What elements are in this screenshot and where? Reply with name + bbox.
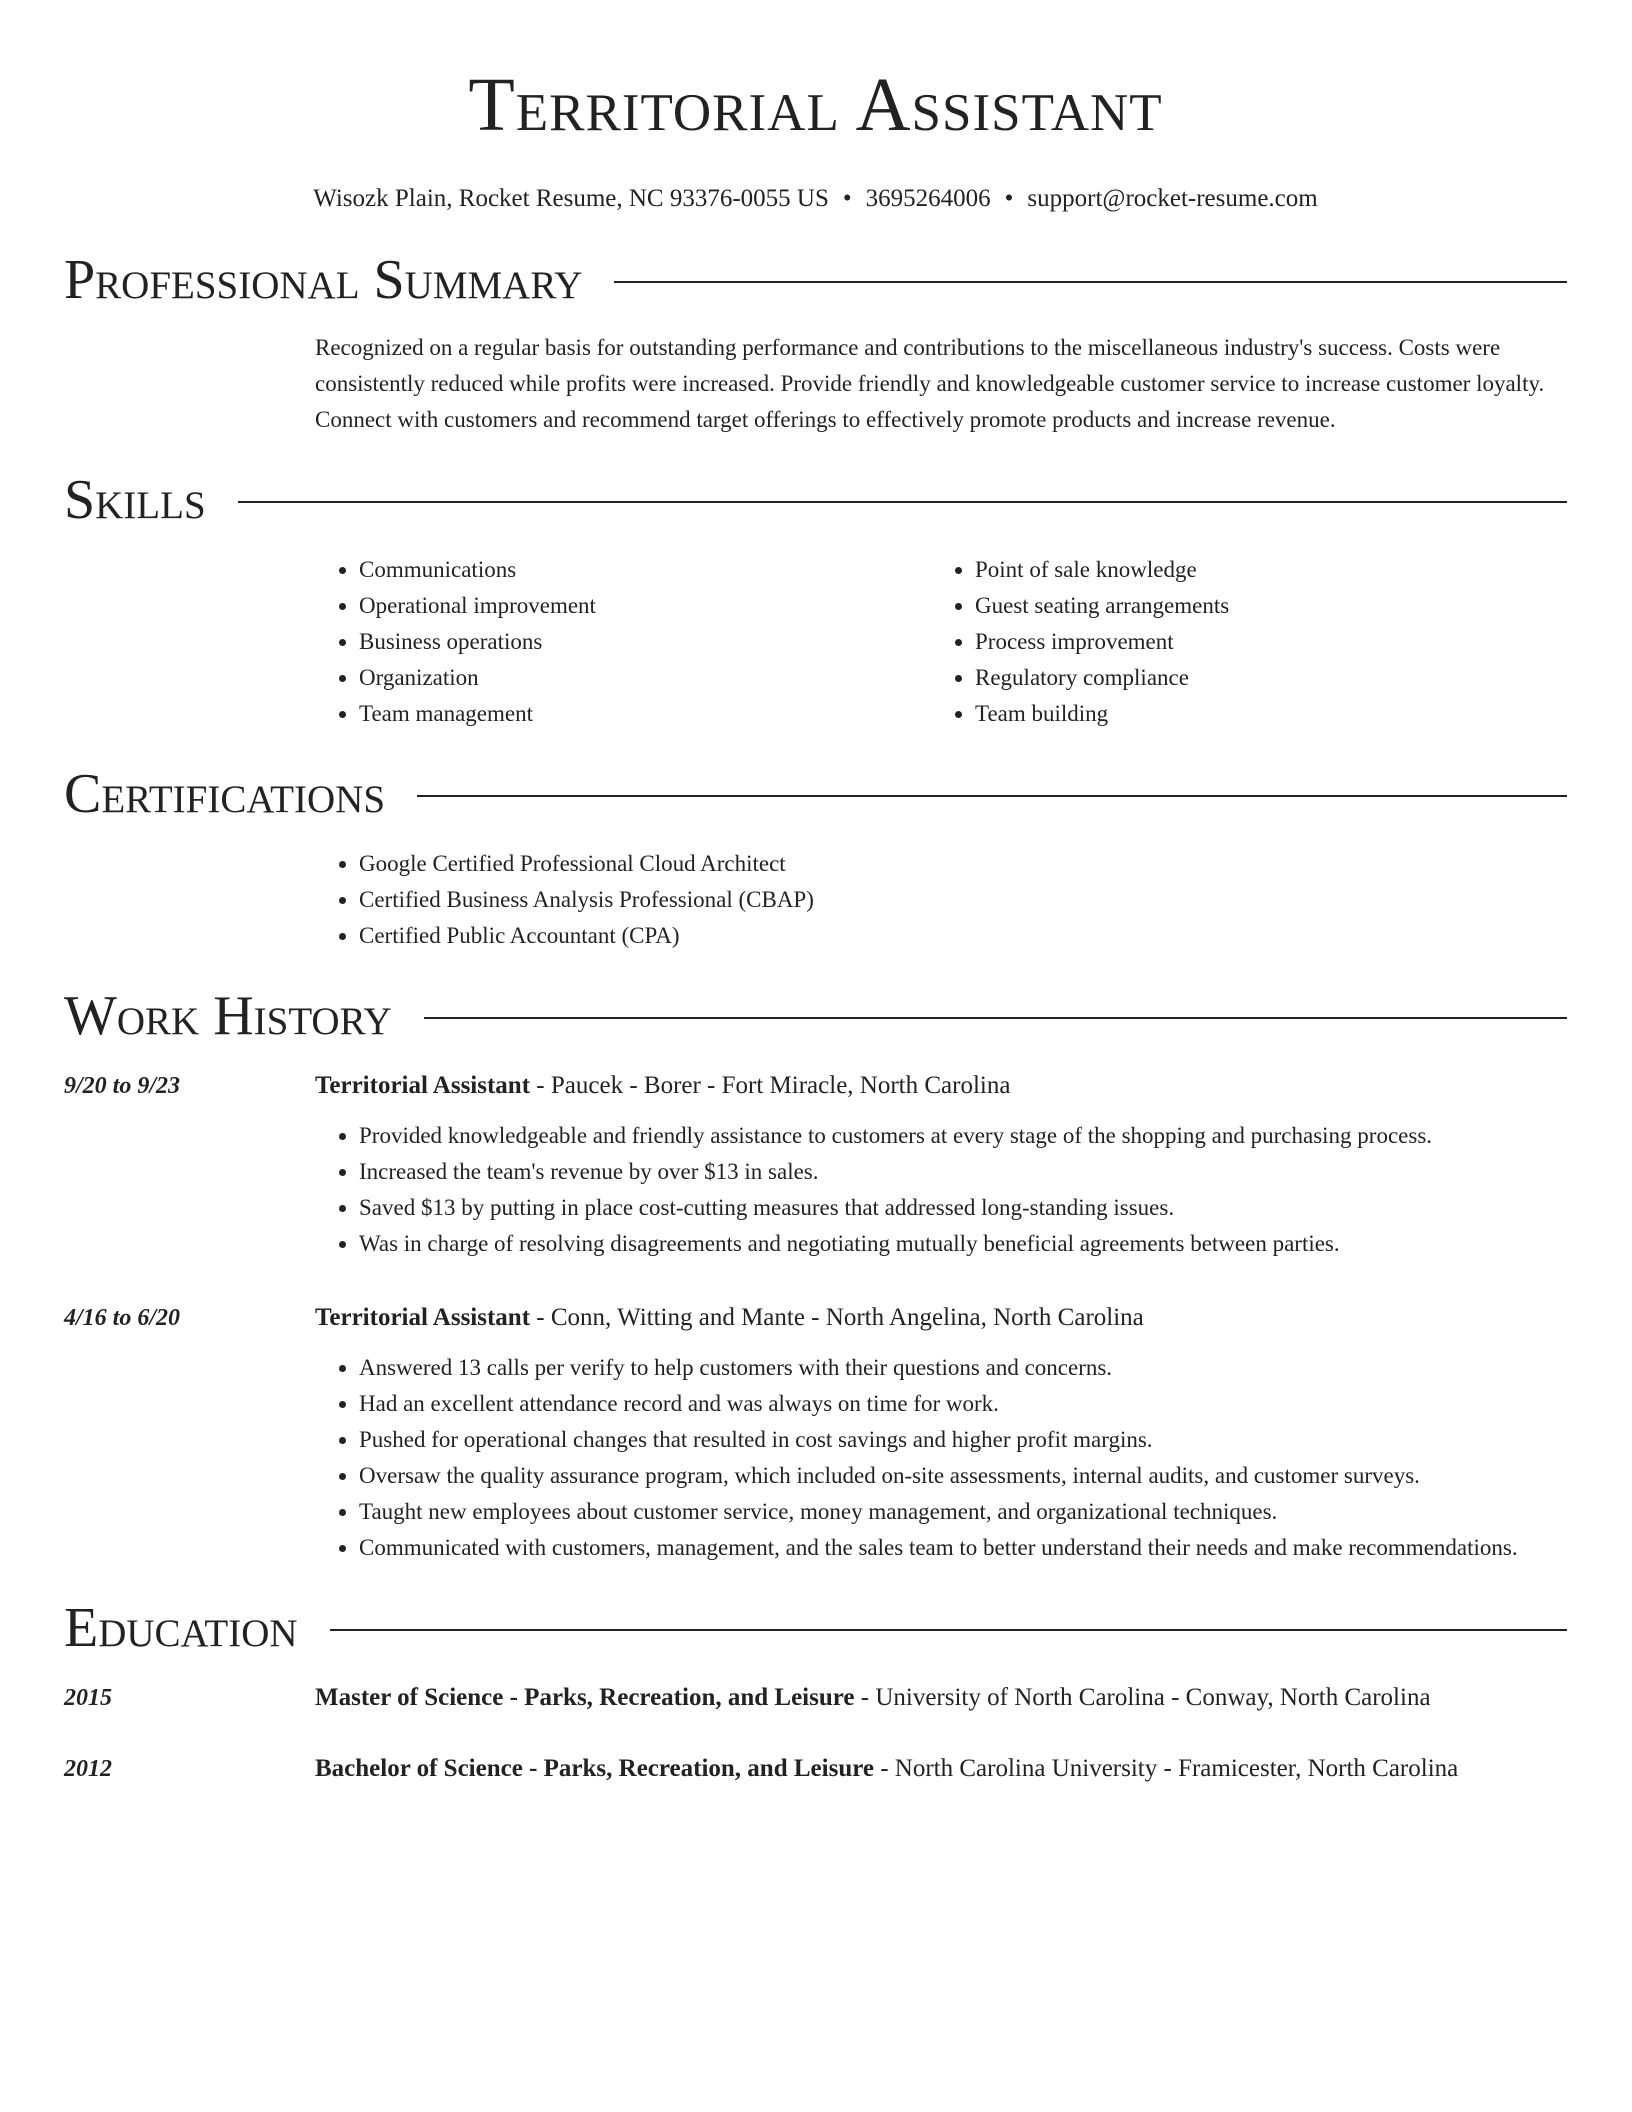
- contact-separator: •: [842, 185, 852, 212]
- education-degree: Bachelor of Science - Parks, Recreation, and Leisure: [315, 1755, 874, 1782]
- summary-body: [315, 330, 1567, 438]
- certification-item: • Google Certified Professional Cloud Architect: [359, 846, 1567, 882]
- job-bullet: • Taught new employees about customer service, money management, and organizational techniques.: [359, 1494, 1567, 1530]
- skills-grid: [315, 552, 1567, 732]
- resume-page: [64, 0, 1567, 1787]
- section-header-skills: [64, 468, 1567, 532]
- education-degree: Master of Science - Parks, Recreation, and Leisure: [315, 1684, 855, 1711]
- job-entry: [64, 1300, 1567, 1566]
- skill-item: • Operational improvement: [359, 588, 931, 624]
- job-bullet: • Was in charge of resolving disagreements and negotiating mutually beneficial agreements between parties.: [359, 1226, 1567, 1262]
- skill-item: • Business operations: [359, 624, 931, 660]
- skills-column-right: [931, 552, 1547, 732]
- skill-item: • Regulatory compliance: [975, 660, 1547, 696]
- section-divider: [424, 1017, 1567, 1019]
- skill-item: • Process improvement: [975, 624, 1547, 660]
- education-details: - North Carolina University - Framicester, North Carolina: [873, 1755, 1459, 1782]
- education-heading: [315, 1751, 1567, 1787]
- section-title: Certifications: [64, 763, 386, 825]
- education-entry: [64, 1680, 1567, 1716]
- certifications-body: [315, 846, 1567, 954]
- job-details: - Paucek - Borer - Fort Miracle, North Carolina: [530, 1072, 1011, 1099]
- skill-item: • Guest seating arrangements: [975, 588, 1547, 624]
- section-header-summary: [64, 248, 1567, 312]
- skill-item: • Team management: [359, 696, 931, 732]
- summary-text: Recognized on a regular basis for outstanding performance and contributions to the miscellaneous industry's success. Costs were consistently reduced while profits were increased. Provide friendly and knowledgeable customer service to increase customer loyalty. Connect with customers and recommend target offerings to effectively promote products and increase revenue.: [315, 335, 1545, 432]
- section-header-education: [64, 1596, 1567, 1660]
- section-header-certifications: [64, 762, 1567, 826]
- job-role: Territorial Assistant: [315, 1304, 531, 1331]
- job-role: Territorial Assistant: [315, 1072, 531, 1099]
- skills-body: [315, 552, 1567, 732]
- job-bullet: • Had an excellent attendance record and was always on time for work.: [359, 1386, 1567, 1422]
- section-divider: [330, 1629, 1567, 1631]
- section-divider: [417, 795, 1567, 797]
- education-year: 2015: [64, 1685, 112, 1711]
- job-dates: 9/20 to 9/23: [64, 1073, 181, 1099]
- contact-separator: •: [1004, 185, 1014, 212]
- section-header-work-history: [64, 984, 1567, 1048]
- contact-email: support@rocket-resume.com: [1027, 185, 1318, 212]
- section-divider: [238, 501, 1567, 503]
- section-title: Skills: [64, 469, 206, 531]
- education-entry: [64, 1751, 1567, 1787]
- job-bullet: • Oversaw the quality assurance program, which included on-site assessments, internal audits, and customer surveys.: [359, 1458, 1567, 1494]
- contact-phone: 3695264006: [865, 185, 991, 212]
- skill-item: • Point of sale knowledge: [975, 552, 1547, 588]
- section-title: Professional Summary: [64, 249, 583, 311]
- job-details: - Conn, Witting and Mante - North Angelina, North Carolina: [530, 1304, 1144, 1331]
- job-content: [315, 1300, 1567, 1566]
- job-dates: 4/16 to 6/20: [64, 1305, 181, 1331]
- section-divider: [614, 281, 1567, 283]
- certification-item: • Certified Public Accountant (CPA): [359, 918, 1567, 954]
- job-bullet: • Provided knowledgeable and friendly assistance to customers at every stage of the shopping and purchasing process.: [359, 1118, 1567, 1154]
- candidate-name: Territorial Assistant: [468, 63, 1163, 147]
- section-title: Work History: [64, 985, 392, 1047]
- job-bullet: • Increased the team's revenue by over $13 in sales.: [359, 1154, 1567, 1190]
- education-heading: [315, 1680, 1567, 1716]
- skill-item: • Communications: [359, 552, 931, 588]
- certification-item: • Certified Business Analysis Professional (CBAP): [359, 882, 1567, 918]
- job-bullet: • Pushed for operational changes that resulted in cost savings and higher profit margins.: [359, 1422, 1567, 1458]
- education-content: [315, 1680, 1567, 1716]
- job-bullet: • Answered 13 calls per verify to help customers with their questions and concerns.: [359, 1350, 1567, 1386]
- job-entry: [64, 1068, 1567, 1262]
- education-year: 2012: [64, 1756, 112, 1782]
- skill-item: • Team building: [975, 696, 1547, 732]
- job-heading: [315, 1300, 1567, 1336]
- job-heading: [315, 1068, 1567, 1104]
- job-content: [315, 1068, 1567, 1262]
- education-details: - University of North Carolina - Conway, North Carolina: [854, 1684, 1431, 1711]
- contact-address: Wisozk Plain, Rocket Resume, NC 93376-0055 US: [313, 185, 829, 212]
- job-bullet: • Saved $13 by putting in place cost-cutting measures that addressed long-standing issues.: [359, 1190, 1567, 1226]
- contact-line: [64, 184, 1567, 214]
- skill-item: • Organization: [359, 660, 931, 696]
- section-title: Education: [64, 1597, 298, 1659]
- skills-column-left: [315, 552, 931, 732]
- education-content: [315, 1751, 1567, 1787]
- job-bullet: • Communicated with customers, management, and the sales team to better understand their needs and make recommendations.: [359, 1530, 1567, 1566]
